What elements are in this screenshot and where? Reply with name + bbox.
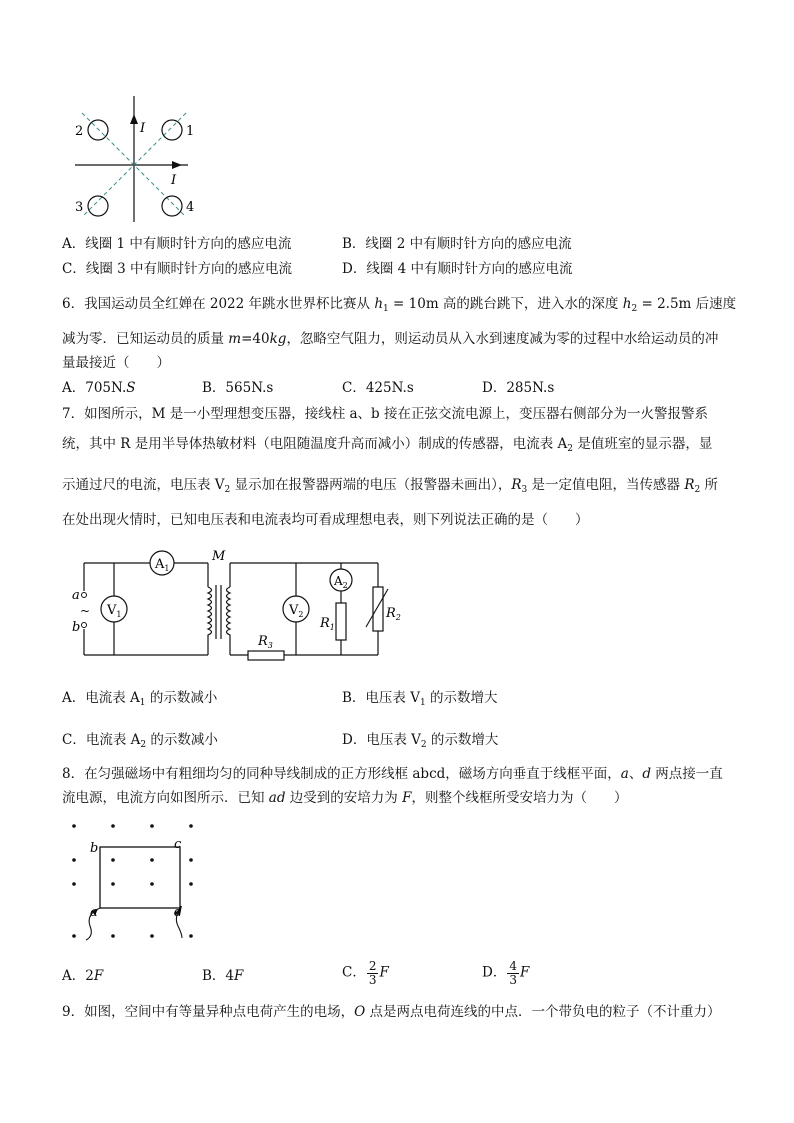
sensor-r2 xyxy=(373,587,383,631)
q6-line-2: 减为零．已知运动员的质量 m=40kg，忽略空气阻力，则运动员从入水到速度减为零的过程中水给运动员的冲 xyxy=(62,331,719,347)
coil-4 xyxy=(162,196,182,216)
label-4: 4 xyxy=(186,200,195,215)
arrow-right-icon xyxy=(172,161,182,169)
svg-text:M: M xyxy=(212,549,226,564)
label-3: 3 xyxy=(75,200,84,215)
label-2: 2 xyxy=(75,124,84,139)
coil-2 xyxy=(88,120,108,140)
svg-text:V1: $V_1$ xyxy=(107,603,122,619)
q7-option-c: C．电流表 $A_2$ 的示数减小 xyxy=(62,732,218,750)
label-1: 1 xyxy=(186,124,195,139)
q5-option-b: B．线圈 2 中有顺时针方向的感应电流 xyxy=(342,236,572,252)
svg-text:~: ~ xyxy=(80,604,91,618)
square-frame xyxy=(100,847,180,908)
svg-text:b: b xyxy=(90,841,99,856)
q8-line-2: 流电源，电流方向如图所示．已知 ad 边受到的安培力为 F，则整个线框所受安培力为（ ） xyxy=(62,790,628,806)
svg-text:R3: $R_3$ xyxy=(258,634,273,650)
q8-square-frame-figure xyxy=(64,818,204,948)
q7-option-d: D．电压表 $V_2$ 的示数增大 xyxy=(342,732,499,750)
q7-option-b: B．电压表 $V_1$ 的示数增大 xyxy=(342,690,498,708)
svg-text:a: a xyxy=(72,588,80,603)
q7-line-2: 统，其中 R 是用半导体热敏材料（电阻随温度升高而减小）制成的传感器，电流表 $A_2$ 是值班室的显示器，显 xyxy=(62,436,713,454)
svg-text:R1: $R_1$ xyxy=(320,616,335,632)
q7-line-3: 示通过尺的电流，电压表 $V_2$ 显示加在报警器两端的电压（报警器未画出），$R_3$ 是一定值电阻，当传感器 $R_2$ 所 xyxy=(62,477,719,495)
q6-option-d: D．285N.s xyxy=(482,380,555,396)
svg-text:A1: $A_1$ xyxy=(155,557,170,573)
q8-option-a: A．2F xyxy=(62,968,104,984)
q8-option-d: D． $\frac{4}{3}$ F xyxy=(482,959,530,987)
current-label-v: I xyxy=(140,121,146,136)
resistor-r3 xyxy=(248,651,284,660)
q8-option-b: B．4F xyxy=(202,968,244,984)
svg-text:d: d xyxy=(174,905,183,920)
q6-line-3: 量最接近（ ） xyxy=(62,355,170,371)
q7-circuit-figure xyxy=(68,545,401,663)
svg-text:R2: $R_2$ xyxy=(386,606,401,622)
q6-option-b: B．565N.s xyxy=(202,380,274,396)
svg-text:V2: $V_2$ xyxy=(289,603,304,619)
svg-text:b: b xyxy=(72,620,81,635)
terminal-a xyxy=(82,593,87,598)
q7-option-a: A．电流表 $A_1$ 的示数减小 xyxy=(62,690,218,708)
svg-text:a: a xyxy=(90,905,98,920)
q6-line-1: 6．我国运动员全红婵在 2022 年跳水世界杯比赛从 $h_1 = 10m$ 高的跳台跳下，进入水的深度 $h_2 = 2.5m$ 后速度 xyxy=(62,296,737,314)
current-label-h: I xyxy=(171,173,177,188)
q5-option-c: C．线圈 3 中有顺时针方向的感应电流 xyxy=(62,261,293,277)
coil-1 xyxy=(162,120,182,140)
q5-option-d: D．线圈 4 中有顺时针方向的感应电流 xyxy=(342,261,573,277)
q6-option-a: A．705N.S xyxy=(62,380,136,396)
q8-option-c: C． $\frac{2}{3}$ F xyxy=(342,959,389,987)
coil-3 xyxy=(88,196,108,216)
svg-text:c: c xyxy=(174,837,182,852)
terminal-b xyxy=(82,623,87,628)
resistor-r1 xyxy=(336,603,346,640)
q5-option-a: A．线圈 1 中有顺时针方向的感应电流 xyxy=(62,236,292,252)
q5-coils-figure xyxy=(70,92,200,227)
q8-line-1: 8．在匀强磁场中有粗细均匀的同种导线制成的正方形线框 abcd，磁场方向垂直于线框平面，a、d 两点接一直 xyxy=(62,766,723,782)
arrow-up-icon xyxy=(130,114,138,124)
q6-option-c: C．425N.s xyxy=(342,380,414,396)
q9-line-1: 9．如图，空间中有等量异种点电荷产生的电场，O 点是两点电荷连线的中点．一个带负电的粒子（不计重力） xyxy=(62,1004,721,1020)
q7-line-1: 7．如图所示，M 是一小型理想变压器，接线柱 a、b 接在正弦交流电源上，变压器右侧部分为一火警报警系 xyxy=(62,406,708,422)
q7-line-4: 在处出现火情时，已知电压表和电流表均可看成理想电表，则下列说法正确的是（ ） xyxy=(62,512,589,528)
svg-text:A2: $A_2$ xyxy=(334,574,348,590)
